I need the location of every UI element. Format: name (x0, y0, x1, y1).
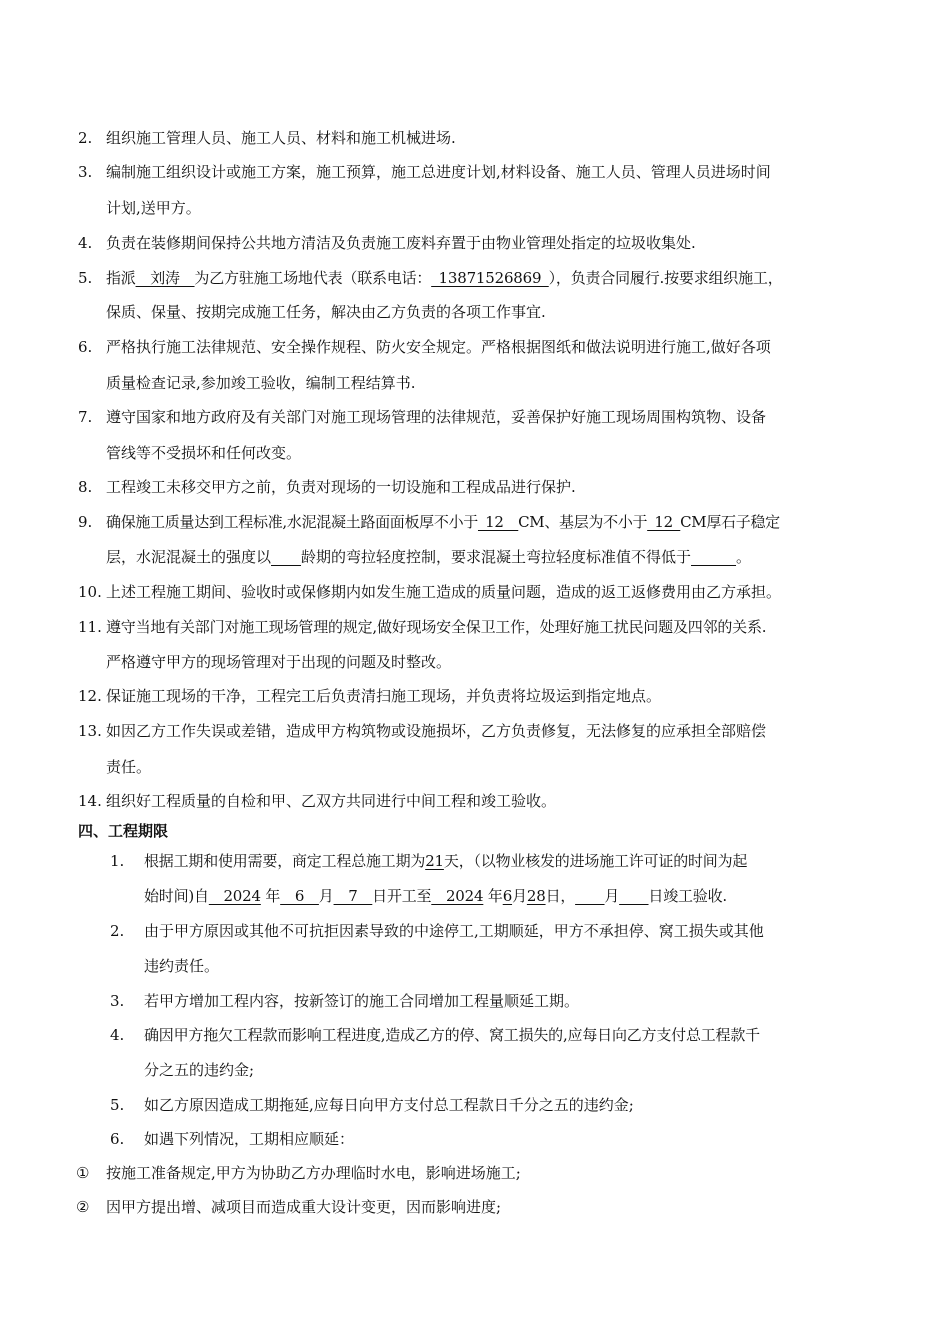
list-item (110, 991, 580, 1011)
list-item (78, 721, 767, 741)
list-item (78, 407, 767, 427)
item-text: 月 (604, 887, 620, 905)
list-item (78, 477, 576, 497)
item-continuation (106, 547, 751, 567)
item-continuation: 质量检查记录,参加竣工验收，编制工程结算书. (106, 374, 416, 392)
end-year: __2024 (431, 887, 484, 905)
item-number: 6. (78, 338, 93, 356)
item-text: 组织好工程质量的自检和甲、乙双方共同进行中间工程和竣工验收。 (106, 792, 557, 810)
item-text: CM厚石子稳定 (680, 513, 780, 531)
list-item (78, 233, 696, 253)
item-number: 3. (78, 163, 93, 181)
item-text: 如因乙方工作失误或差错，造成甲方构筑物或设施损坏，乙方负责修复，无法修复的应承担全部赔偿 (106, 722, 767, 740)
item-text: 因甲方提出增、减项目而造成重大设计变更，因而影响进度; (106, 1198, 502, 1216)
blank-field: ______ (691, 548, 737, 566)
item-text: CM、基层为不小于 (518, 513, 648, 531)
item-number: 9. (78, 513, 93, 531)
sub-list-item (76, 1197, 502, 1217)
item-continuation: 违约责任。 (144, 957, 220, 975)
circled-number: ② (76, 1198, 90, 1216)
item-continuation: 计划,送甲方。 (106, 199, 201, 217)
total-days: 21 (425, 852, 444, 870)
representative-phone: _13871526869_ (431, 269, 549, 287)
list-item (110, 1025, 760, 1045)
item-number: 6. (110, 1130, 125, 1148)
slab-thickness: _12__ (477, 513, 519, 531)
item-continuation: 管线等不受损坏和任何改变。 (106, 444, 302, 462)
item-text: 年 (265, 887, 281, 905)
circled-number: ① (76, 1164, 90, 1182)
list-item (78, 512, 780, 532)
end-day: 28 (526, 887, 546, 905)
item-number: 5. (110, 1096, 125, 1114)
item-number: 10. (78, 583, 102, 601)
item-text: 。 (736, 548, 752, 566)
item-text: 月 (318, 887, 334, 905)
item-continuation: 保质、保量、按期完成施工任务，解决由乙方负责的各项工作事宜. (106, 303, 546, 321)
item-text: 遵守国家和地方政府及有关部门对施工现场管理的法律规范，妥善保护好施工现场周围构筑物、设备 (106, 408, 767, 426)
item-text: 负责在装修期间保持公共地方清洁及负责施工废料弃置于由物业管理处指定的垃圾收集处. (106, 234, 696, 252)
item-text: 编制施工组织设计或施工方案，施工预算，施工总进度计划,材料设备、施工人员、管理人员进场时间 (106, 163, 771, 181)
list-item (78, 128, 456, 148)
item-text: 为乙方驻施工场地代表（联系电话： (194, 269, 432, 287)
item-text: 确保施工质量达到工程标准,水泥混凝土路面面板厚不小于 (106, 513, 478, 531)
item-continuation: 严格遵守甲方的现场管理对于出现的问题及时整改。 (106, 653, 452, 671)
item-text: 日， (545, 887, 576, 905)
item-text: 确因甲方拖欠工程款而影响工程进度,造成乙方的停、窝工损失的,应每日向乙方支付总工程款千 (144, 1026, 760, 1044)
item-text: 按施工准备规定,甲方为协助乙方办理临时水电，影响进场施工; (106, 1164, 521, 1182)
list-item (78, 686, 662, 706)
item-text: 日竣工验收. (648, 887, 727, 905)
item-text: ），负责合同履行.按要求组织施工， (548, 269, 783, 287)
list-item (110, 921, 764, 941)
end-month: 6 (502, 887, 513, 905)
blank-field: ____ (619, 887, 649, 905)
item-text: 上述工程施工期间、验收时或保修期内如发生施工造成的质量问题，造成的返工返修费用由乙方承担。 (106, 583, 782, 601)
item-text: 工程竣工未移交甲方之前，负责对现场的一切设施和工程成品进行保护. (106, 478, 576, 496)
list-item (78, 337, 771, 357)
item-number: 1. (110, 852, 125, 870)
blank-field: ____ (271, 548, 302, 566)
item-number: 4. (78, 234, 93, 252)
item-text: 根据工期和使用需要，商定工程总施工期为 (144, 852, 426, 870)
item-number: 13. (78, 722, 102, 740)
item-text: 天，（以物业核发的进场施工许可证的时间为起 (443, 852, 748, 870)
item-number: 4. (110, 1026, 125, 1044)
start-month: __6__ (280, 887, 319, 905)
item-number: 8. (78, 478, 93, 496)
list-item (78, 617, 767, 637)
item-number: 2. (78, 129, 93, 147)
list-item (110, 1095, 634, 1115)
item-text: 年 (487, 887, 503, 905)
blank-field: ____ (575, 887, 605, 905)
section-heading: 四、工程期限 (78, 822, 169, 840)
item-number: 12. (78, 687, 102, 705)
item-continuation: 责任。 (106, 758, 152, 776)
item-text: 由于甲方原因或其他不可抗拒因素导致的中途停工,工期顺延，甲方不承担停、窝工损失或其他 (144, 922, 764, 940)
representative-name: __刘涛__ (135, 269, 195, 287)
item-text: 保证施工现场的干净，工程完工后负责清扫施工现场，并负责将垃圾运到指定地点。 (106, 687, 662, 705)
item-text: 指派 (106, 269, 136, 287)
item-number: 11. (78, 618, 102, 636)
item-number: 2. (110, 922, 125, 940)
list-item (78, 791, 557, 811)
item-text: 遵守当地有关部门对施工现场管理的规定,做好现场安全保卫工作，处理好施工扰民问题及四邻的关系. (106, 618, 767, 636)
item-text: 如乙方原因造成工期拖延,应每日向甲方支付总工程款日千分之五的违约金; (144, 1096, 634, 1114)
item-text: 组织施工管理人员、施工人员、材料和施工机械进场. (106, 129, 456, 147)
list-item (78, 162, 771, 182)
item-continuation (144, 886, 727, 906)
item-text: 严格执行施工法律规范、安全操作规程、防火安全规定。严格根据图纸和做法说明进行施工,做好各项 (106, 338, 771, 356)
item-number: 7. (78, 408, 93, 426)
sub-list-item (76, 1163, 521, 1183)
item-number: 3. (110, 992, 125, 1010)
item-text: 层，水泥混凝土的强度以 (106, 548, 272, 566)
list-item (110, 1129, 355, 1149)
start-year: __2024 (208, 887, 261, 905)
list-item (78, 268, 783, 288)
item-number: 14. (78, 792, 102, 810)
item-text: 始时间)自 (144, 887, 209, 905)
item-text: 日开工至 (372, 887, 432, 905)
item-text: 龄期的弯拉轻度控制，要求混凝土弯拉轻度标准值不得低于 (301, 548, 692, 566)
item-text: 月 (512, 887, 527, 905)
list-item (110, 851, 748, 871)
base-thickness: _12_ (647, 513, 681, 531)
start-day: __7__ (333, 887, 373, 905)
item-text: 若甲方增加工程内容，按新签订的施工合同增加工程量顺延工期。 (144, 992, 580, 1010)
item-text: 如遇下列情况，工期相应顺延： (144, 1130, 355, 1148)
list-item (78, 582, 782, 602)
item-continuation: 分之五的违约金; (144, 1061, 255, 1079)
item-number: 5. (78, 269, 93, 287)
